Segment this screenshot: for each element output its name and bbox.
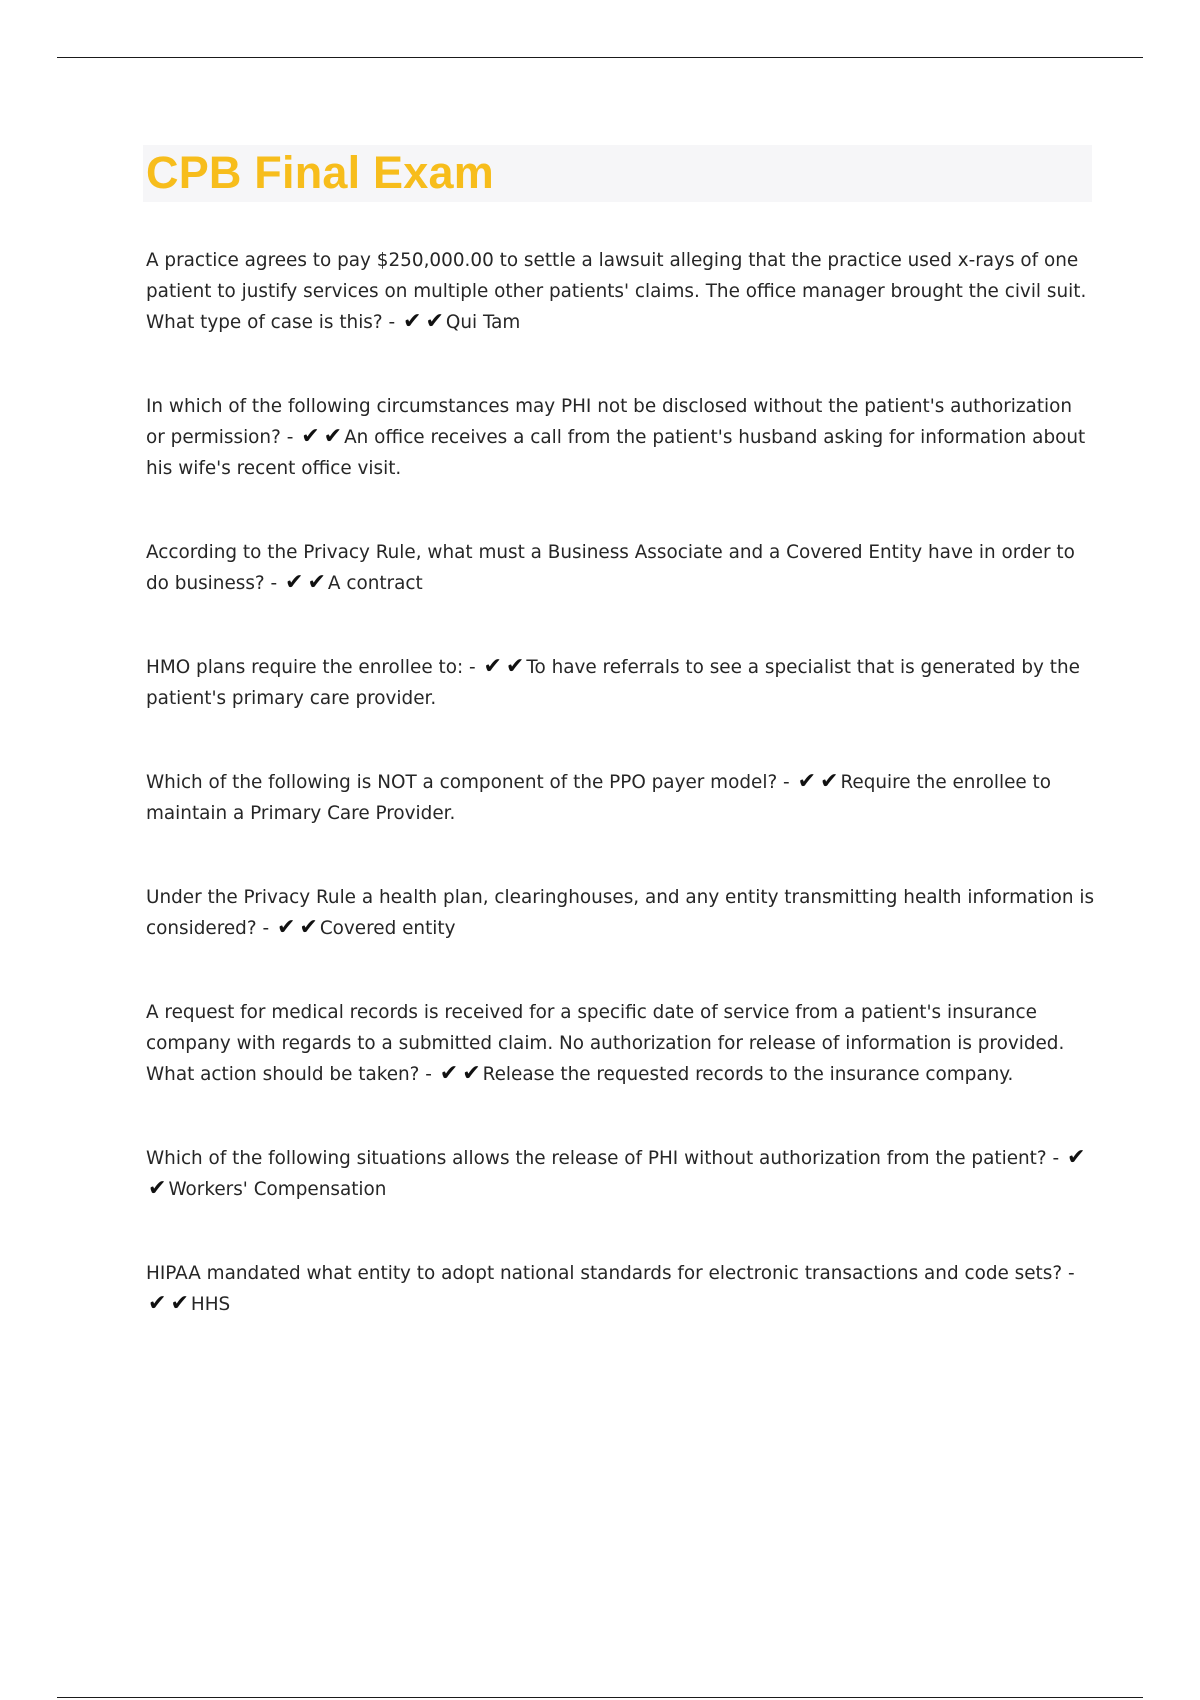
title-band bbox=[143, 145, 1092, 202]
question-text: Which of the following is NOT a component of the PPO payer model? - bbox=[146, 772, 790, 793]
question-text: According to the Privacy Rule, what must a Business Associate and a Covered Entity have in order to do business? - bbox=[146, 542, 1075, 594]
qa-item-7 bbox=[146, 997, 1096, 1090]
bottom-rule bbox=[57, 1697, 1143, 1698]
check-icon: ✔ bbox=[403, 309, 422, 334]
answer-text: An office receives a call from the patient's husband asking for information about his wife's recent office visit. bbox=[146, 427, 1086, 479]
question-text: In which of the following circumstances may PHI not be disclosed without the patient's authorization or permission? - bbox=[146, 396, 1073, 448]
check-icon: ✔ bbox=[301, 424, 320, 449]
answer-text: Workers' Compensation bbox=[168, 1179, 387, 1200]
qa-item-3 bbox=[146, 537, 1096, 599]
check-icon: ✔ bbox=[285, 570, 304, 595]
check-icon: ✔ bbox=[425, 309, 444, 334]
check-icon: ✔ bbox=[299, 915, 318, 940]
qa-list bbox=[146, 245, 1096, 1320]
check-icon: ✔ bbox=[170, 1291, 189, 1316]
check-icon: ✔ bbox=[820, 769, 839, 794]
check-icon: ✔ bbox=[307, 570, 326, 595]
question-text: HIPAA mandated what entity to adopt national standards for electronic transactions and code sets? - bbox=[146, 1263, 1075, 1284]
question-text: Under the Privacy Rule a health plan, clearinghouses, and any entity transmitting health information is considered? - bbox=[146, 887, 1095, 939]
question-text: Which of the following situations allows the release of PHI without authorization from the patient? - bbox=[146, 1148, 1060, 1169]
check-icon: ✔ bbox=[797, 769, 816, 794]
answer-text: A contract bbox=[327, 573, 423, 594]
top-rule bbox=[57, 57, 1143, 58]
qa-item-9 bbox=[146, 1258, 1096, 1320]
answer-text: Covered entity bbox=[319, 918, 456, 939]
question-text: A practice agrees to pay $250,000.00 to settle a lawsuit alleging that the practice used x-rays of one patient to justify services on multiple other patients' claims. The office manager brought the civil suit. What type of case is this? - bbox=[146, 250, 1087, 333]
answer-text: Qui Tam bbox=[445, 312, 521, 333]
check-icon: ✔ bbox=[462, 1061, 481, 1086]
qa-item-5 bbox=[146, 767, 1096, 829]
qa-item-2 bbox=[146, 391, 1096, 484]
question-text: A request for medical records is received for a specific date of service from a patient's insurance company with regards to a submitted claim. No authorization for release of information is provided. What action should be taken? - bbox=[146, 1002, 1065, 1085]
answer-text: Require the enrollee to maintain a Primary Care Provider. bbox=[146, 772, 1052, 824]
qa-item-4 bbox=[146, 652, 1096, 714]
check-icon: ✔ bbox=[483, 654, 502, 679]
check-icon: ✔ bbox=[439, 1061, 459, 1086]
check-icon: ✔ bbox=[148, 1176, 167, 1201]
qa-item-6 bbox=[146, 882, 1096, 944]
check-icon: ✔ bbox=[505, 654, 525, 679]
qa-item-1 bbox=[146, 245, 1096, 338]
question-text: HMO plans require the enrollee to: - bbox=[146, 657, 476, 678]
qa-item-8 bbox=[146, 1143, 1096, 1205]
check-icon: ✔ bbox=[1066, 1145, 1086, 1170]
check-icon: ✔ bbox=[148, 1291, 167, 1316]
check-icon: ✔ bbox=[276, 915, 296, 940]
answer-text: Release the requested records to the insurance company. bbox=[482, 1064, 1014, 1085]
answer-text: HHS bbox=[190, 1294, 231, 1315]
check-icon: ✔ bbox=[323, 424, 343, 449]
page-title: CPB Final Exam bbox=[146, 147, 494, 198]
answer-text: To have referrals to see a specialist that is generated by the patient's primary care provider. bbox=[146, 657, 1080, 709]
